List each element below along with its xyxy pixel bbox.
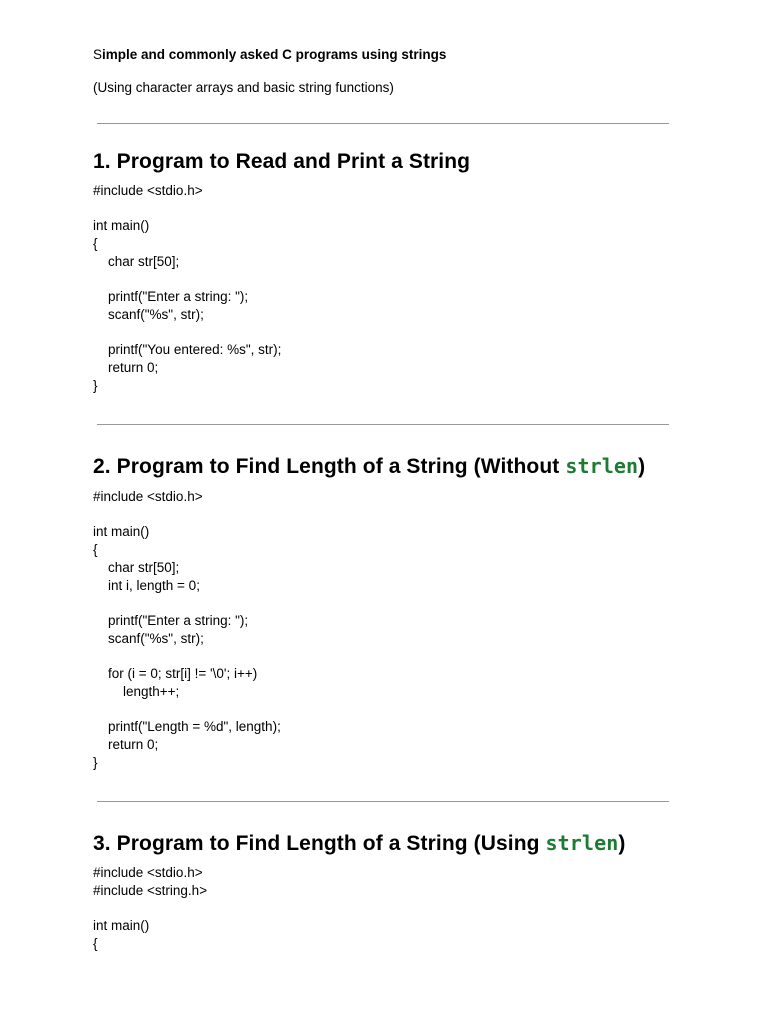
section-heading-close: ) <box>618 832 626 855</box>
document-title-initial: S <box>93 47 103 62</box>
section-heading-text: 3. Program to Find Length of a String (Using <box>93 832 546 855</box>
section-heading-close: ) <box>638 455 646 478</box>
code-block-1: #include <stdio.h> int main() { char str[50]; printf("Enter a string: "); scanf("%s", str); printf("You entered: %s", str); return 0; } <box>93 183 282 393</box>
inline-code-strlen: strlen <box>545 831 619 855</box>
document-title-rest: imple and commonly asked C programs using strings <box>102 47 447 62</box>
inline-code-strlen: strlen <box>565 454 639 478</box>
section-divider <box>97 801 669 802</box>
code-block-2: #include <stdio.h> int main() { char str[50]; int i, length = 0; printf("Enter a string: "); scanf("%s", str); for (i = 0; str[i] != '\0'; i++) length++; printf("Length = %d", length); return 0; } <box>93 489 281 770</box>
section-divider <box>97 123 669 124</box>
section-heading-text: 1. Program to Read and Print a String <box>93 150 471 173</box>
code-block-3: #include <stdio.h> #include <string.h> int main() { <box>93 865 208 951</box>
section-divider <box>97 424 669 425</box>
section-heading-3 <box>93 831 625 856</box>
section-heading-1 <box>93 150 470 174</box>
section-heading-2 <box>93 454 645 479</box>
section-heading-text: 2. Program to Find Length of a String (Without <box>93 455 566 478</box>
document-subtitle: (Using character arrays and basic string functions) <box>93 80 394 95</box>
document-title <box>93 47 446 62</box>
